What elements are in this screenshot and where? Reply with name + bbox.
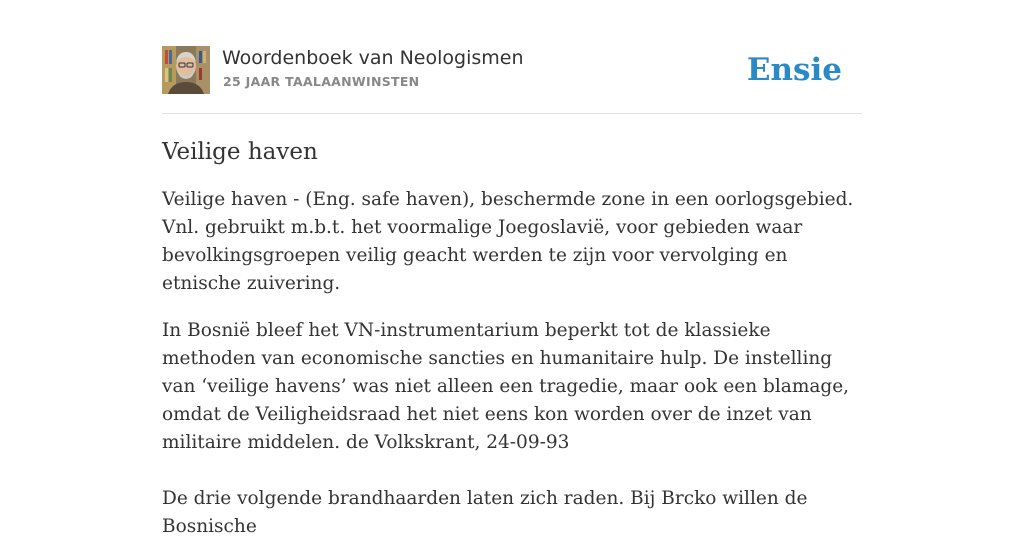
brand-logo[interactable]: Ensie (746, 52, 842, 88)
publication-subtitle: 25 JAAR TAALAANWINSTEN (223, 74, 420, 89)
entry-quote: De drie volgende brandhaarden laten zich raden. Bij Brcko willen de Bosnische (162, 488, 808, 537)
entry-quote: In Bosnië bleef het VN-instrumentarium beperkt tot de klassieke methoden van economische sancties en humanitaire hulp. De instelling van ‘veilige havens’ was niet alleen een tragedie, maar ook een blamage, omdat de Veiligheidsraad het niet eens kon worden over de inzet van militaire middelen. de Volkskrant, 24-09-93 (162, 320, 850, 453)
avatar-photo-icon (162, 46, 210, 94)
entry-definition: Veilige haven - (Eng. safe haven), beschermde zone in een oorlogsgebied. Vnl. gebruikt m.b.t. het voormalige Joegoslavië, voor gebieden waar bevolkingsgroepen veilig geacht werden te zijn voor vervolging en etnische zuivering. (162, 189, 854, 294)
publication-title[interactable]: Woordenboek van Neologismen (222, 47, 524, 69)
author-avatar[interactable] (162, 46, 210, 94)
publication-header (162, 46, 862, 96)
entry-content (162, 136, 867, 541)
header-divider (162, 113, 862, 114)
entry-title: Veilige haven (162, 139, 318, 165)
